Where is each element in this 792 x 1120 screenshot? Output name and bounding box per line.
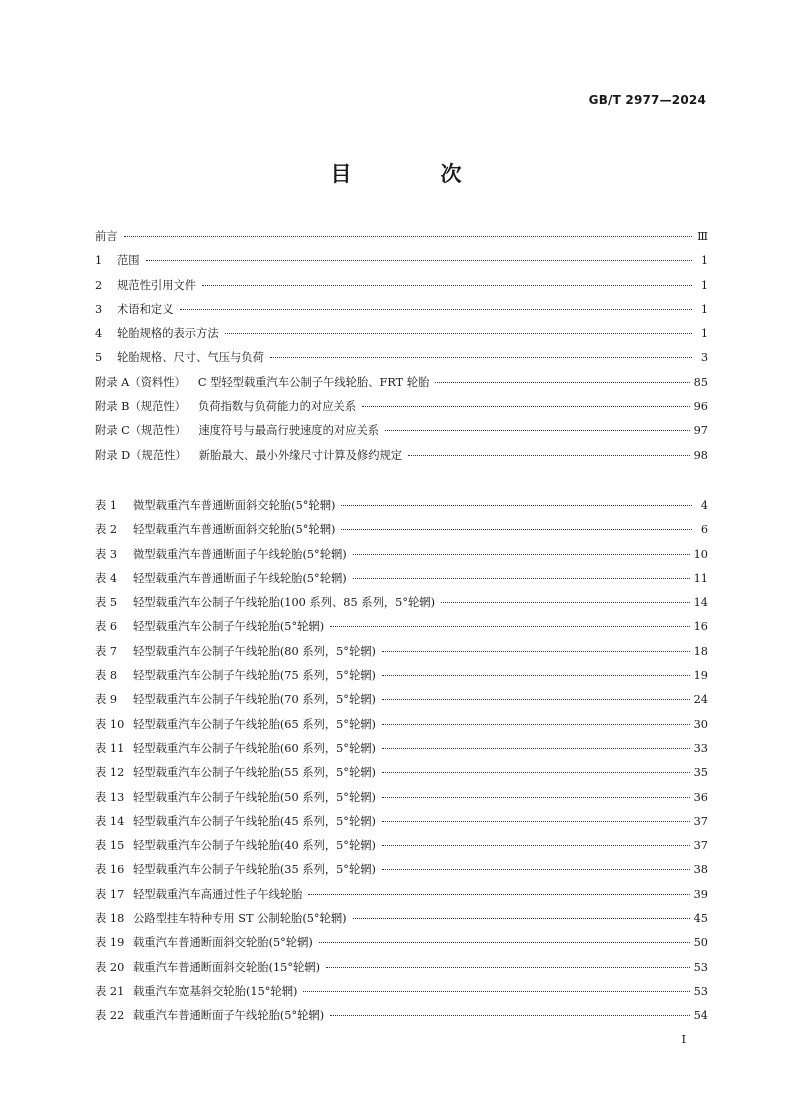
dot-leader bbox=[382, 675, 690, 676]
toc-entry[interactable] bbox=[95, 419, 708, 443]
toc-entry-page: 16 bbox=[693, 620, 708, 634]
toc-entry-number: 附录 B（规范性） bbox=[95, 400, 186, 414]
toc-entry-number: 附录 A（资料性） bbox=[95, 375, 186, 389]
toc-entry-title: 规范性引用文件 bbox=[117, 278, 197, 292]
toc-entry[interactable] bbox=[95, 249, 708, 273]
toc-entry[interactable] bbox=[95, 371, 708, 395]
toc-entry-number: 表 17 bbox=[95, 887, 125, 901]
toc-entry-title: 轻型载重汽车公制子午线轮胎(100 系列、85 系列，5°轮辋) bbox=[133, 596, 436, 610]
dot-leader bbox=[382, 797, 690, 798]
dot-leader bbox=[353, 918, 690, 919]
toc-table-entry[interactable] bbox=[95, 615, 708, 639]
toc-entry-number: 表 14 bbox=[95, 814, 125, 828]
dot-leader bbox=[146, 260, 692, 261]
toc-entry-number: 表 4 bbox=[95, 571, 118, 585]
toc-table-entry[interactable] bbox=[95, 761, 708, 785]
dot-leader bbox=[308, 894, 689, 895]
dot-leader bbox=[362, 406, 689, 407]
toc-entry-number: 表 11 bbox=[95, 741, 125, 755]
toc-entry-title: 载重汽车普通断面子午线轮胎(5°轮辋) bbox=[133, 1009, 325, 1023]
dot-leader bbox=[341, 505, 692, 506]
dot-leader bbox=[441, 602, 690, 603]
dot-leader bbox=[353, 578, 690, 579]
toc-entry-title: 新胎最大、最小外缘尺寸计算及修约规定 bbox=[198, 448, 403, 462]
toc-entry-title: 负荷指数与负荷能力的对应关系 bbox=[197, 400, 357, 414]
toc-entry-title: 轻型载重汽车公制子午线轮胎(70 系列，5°轮辋) bbox=[133, 693, 376, 707]
toc-table-entry[interactable] bbox=[95, 810, 708, 834]
toc-entry-number: 4 bbox=[95, 327, 103, 341]
toc-entry[interactable] bbox=[95, 274, 708, 298]
toc-entry-page: 36 bbox=[693, 790, 708, 804]
toc-entry-page: 1 bbox=[700, 327, 708, 341]
toc-entry-number: 表 2 bbox=[95, 523, 118, 537]
toc-entry-page: 24 bbox=[693, 693, 708, 707]
toc-table-entry[interactable] bbox=[95, 980, 708, 1004]
toc-table-entry[interactable] bbox=[95, 1004, 708, 1028]
toc-table-entry[interactable] bbox=[95, 834, 708, 858]
toc-entry[interactable] bbox=[95, 346, 708, 370]
toc-table-entry[interactable] bbox=[95, 543, 708, 567]
toc-entry-title: 轻型载重汽车公制子午线轮胎(35 系列，5°轮辋) bbox=[133, 863, 376, 877]
toc-entry-page: 1 bbox=[700, 254, 708, 268]
toc-table-entry[interactable] bbox=[95, 786, 708, 810]
toc-table-entry[interactable] bbox=[95, 567, 708, 591]
toc-entry-title: 轻型载重汽车公制子午线轮胎(50 系列，5°轮辋) bbox=[133, 790, 376, 804]
toc-main-list bbox=[95, 225, 708, 468]
toc-entry-number: 表 19 bbox=[95, 936, 125, 950]
dot-leader bbox=[382, 869, 690, 870]
dot-leader bbox=[225, 333, 692, 334]
toc-entry-title: 轻型载重汽车公制子午线轮胎(65 系列，5°轮辋) bbox=[133, 717, 376, 731]
toc-entry-title: 前言 bbox=[95, 230, 118, 243]
toc-entry-page: 53 bbox=[693, 984, 708, 998]
toc-table-entry[interactable] bbox=[95, 664, 708, 688]
toc-entry-title: 轻型载重汽车公制子午线轮胎(40 系列，5°轮辋) bbox=[133, 839, 376, 853]
dot-leader bbox=[382, 821, 690, 822]
toc-entry-page: 35 bbox=[693, 766, 708, 780]
toc-entry-page: 1 bbox=[700, 278, 708, 292]
toc-entry-page: 96 bbox=[693, 400, 708, 414]
toc-entry-page: 38 bbox=[693, 863, 708, 877]
toc-entry-number: 表 6 bbox=[95, 620, 118, 634]
toc-entry[interactable] bbox=[95, 395, 708, 419]
toc-entry-title: 轻型载重汽车公制子午线轮胎(60 系列，5°轮辋) bbox=[133, 741, 376, 755]
toc-entry[interactable] bbox=[95, 444, 708, 468]
toc-entry-number: 表 20 bbox=[95, 960, 125, 974]
toc-table-entry[interactable] bbox=[95, 737, 708, 761]
toc-entry-page: 37 bbox=[693, 839, 708, 853]
toc-entry-page: Ⅲ bbox=[697, 230, 708, 243]
dot-leader bbox=[303, 991, 689, 992]
toc-entry-title: 轻型载重汽车公制子午线轮胎(5°轮辋) bbox=[133, 620, 325, 634]
toc-entry-number: 表 3 bbox=[95, 547, 118, 561]
toc-entry-page: 97 bbox=[693, 424, 708, 438]
toc-entry-title: 轻型载重汽车公制子午线轮胎(80 系列，5°轮辋) bbox=[133, 644, 376, 658]
toc-entry-title: 范围 bbox=[117, 254, 140, 268]
toc-table-entry[interactable] bbox=[95, 688, 708, 712]
dot-leader bbox=[408, 455, 690, 456]
toc-table-entry[interactable] bbox=[95, 640, 708, 664]
toc-entry-page: 6 bbox=[700, 523, 708, 537]
toc-entry[interactable] bbox=[95, 225, 708, 249]
toc-entry-title: 轻型载重汽车高通过性子午线轮胎 bbox=[133, 887, 303, 901]
toc-entry-number: 5 bbox=[95, 351, 103, 365]
dot-leader bbox=[202, 285, 692, 286]
toc-entry-number: 表 5 bbox=[95, 596, 118, 610]
toc-entry-page: 1 bbox=[700, 302, 708, 316]
dot-leader bbox=[319, 942, 690, 943]
toc-entry-page: 37 bbox=[693, 814, 708, 828]
toc-table-entry[interactable] bbox=[95, 956, 708, 980]
toc-entry-number: 表 15 bbox=[95, 839, 125, 853]
toc-entry-title: 载重汽车宽基斜交轮胎(15°轮辋) bbox=[133, 984, 298, 998]
toc-entry-title: 轻型载重汽车公制子午线轮胎(55 系列，5°轮辋) bbox=[133, 766, 376, 780]
toc-table-entry[interactable] bbox=[95, 591, 708, 615]
toc-table-entry[interactable] bbox=[95, 931, 708, 955]
dot-leader bbox=[180, 309, 693, 310]
toc-entry-title: 轻型载重汽车公制子午线轮胎(75 系列，5°轮辋) bbox=[133, 669, 376, 683]
toc-entry-number: 表 22 bbox=[95, 1009, 125, 1023]
toc-entry-title: 术语和定义 bbox=[117, 302, 174, 316]
toc-entry-page: 11 bbox=[693, 571, 708, 585]
toc-entry[interactable] bbox=[95, 322, 708, 346]
toc-table-entry[interactable] bbox=[95, 883, 708, 907]
dot-leader bbox=[385, 430, 690, 431]
toc-entry-page: 98 bbox=[693, 448, 708, 462]
dot-leader bbox=[382, 748, 690, 749]
toc-entry-title: 速度符号与最高行驶速度的对应关系 bbox=[198, 424, 380, 438]
dot-leader bbox=[124, 236, 692, 237]
toc-entry-number: 附录 D（规范性） bbox=[95, 448, 187, 462]
dot-leader bbox=[330, 626, 690, 627]
dot-leader bbox=[435, 382, 689, 383]
toc-entry-number: 表 7 bbox=[95, 644, 118, 658]
dot-leader bbox=[326, 967, 690, 968]
toc-entry-number: 1 bbox=[95, 254, 103, 268]
toc-entry-number: 表 1 bbox=[95, 499, 118, 512]
toc-entry-title: 载重汽车普通断面斜交轮胎(15°轮辋) bbox=[133, 960, 320, 974]
toc-entry-page: 19 bbox=[693, 669, 708, 683]
toc-entry-page: 53 bbox=[693, 960, 708, 974]
toc-entry-number: 表 8 bbox=[95, 669, 118, 683]
dot-leader bbox=[382, 845, 690, 846]
toc-entry-page: 39 bbox=[693, 887, 708, 901]
page-number: I bbox=[681, 1032, 686, 1046]
toc-entry-title: 微型载重汽车普通断面子午线轮胎(5°轮辋) bbox=[133, 547, 347, 561]
toc-entry-number: 表 16 bbox=[95, 863, 125, 877]
dot-leader bbox=[382, 772, 690, 773]
toc-entry-page: 50 bbox=[693, 936, 708, 950]
dot-leader bbox=[330, 1015, 690, 1016]
toc-entry-page: 30 bbox=[693, 717, 708, 731]
toc-entry-title: 轻型载重汽车普通断面子午线轮胎(5°轮辋) bbox=[133, 571, 347, 585]
toc-entry-page: 4 bbox=[700, 499, 708, 512]
toc-entry-title: 轮胎规格的表示方法 bbox=[117, 327, 219, 341]
toc-entry-page: 3 bbox=[700, 351, 708, 365]
toc-entry-page: 45 bbox=[693, 912, 708, 926]
dot-leader bbox=[382, 699, 690, 700]
toc-entry-page: 54 bbox=[693, 1009, 708, 1023]
toc-entry[interactable] bbox=[95, 298, 708, 322]
toc-entry-number: 2 bbox=[95, 278, 103, 292]
toc-table-entry[interactable] bbox=[95, 713, 708, 737]
dot-leader bbox=[353, 554, 690, 555]
toc-entry-number: 表 10 bbox=[95, 717, 125, 731]
dot-leader bbox=[341, 529, 692, 530]
toc-entry-title: 微型载重汽车普通断面斜交轮胎(5°轮辋) bbox=[133, 499, 336, 512]
toc-entry-number: 表 12 bbox=[95, 766, 125, 780]
toc-entry-title: 轻型载重汽车公制子午线轮胎(45 系列，5°轮辋) bbox=[133, 814, 376, 828]
toc-entry-number: 表 9 bbox=[95, 693, 118, 707]
standard-code: GB/T 2977—2024 bbox=[588, 93, 706, 107]
toc-entry-page: 33 bbox=[693, 741, 708, 755]
toc-title: 目 次 bbox=[330, 162, 496, 186]
toc-entry-page: 85 bbox=[693, 375, 708, 389]
toc-entry-title: 轻型载重汽车普通断面斜交轮胎(5°轮辋) bbox=[133, 523, 336, 537]
toc-entry-title: C 型轻型载重汽车公制子午线轮胎、FRT 轮胎 bbox=[197, 375, 430, 389]
toc-entry-title: 轮胎规格、尺寸、气压与负荷 bbox=[117, 351, 264, 365]
toc-entry-number: 3 bbox=[95, 302, 103, 316]
dot-leader bbox=[382, 724, 690, 725]
dot-leader bbox=[382, 651, 690, 652]
dot-leader bbox=[270, 357, 692, 358]
toc-entry-number: 表 18 bbox=[95, 912, 125, 926]
toc-entry-number: 附录 C（规范性） bbox=[95, 424, 187, 438]
toc-table-entry[interactable] bbox=[95, 858, 708, 882]
toc-entry-number: 表 13 bbox=[95, 790, 125, 804]
toc-table-entry[interactable] bbox=[95, 907, 708, 931]
toc-entry-title: 公路型挂车特种专用 ST 公制轮胎(5°轮辋) bbox=[133, 912, 347, 926]
toc-entry-page: 14 bbox=[693, 596, 708, 610]
toc-entry-page: 10 bbox=[693, 547, 708, 561]
toc-table-entry[interactable] bbox=[95, 518, 708, 542]
toc-table-entry[interactable] bbox=[95, 494, 708, 518]
toc-entry-title: 载重汽车普通断面斜交轮胎(5°轮辋) bbox=[133, 936, 313, 950]
toc-entry-number: 表 21 bbox=[95, 984, 125, 998]
toc-table-list bbox=[95, 494, 708, 1029]
toc-entry-page: 18 bbox=[693, 644, 708, 658]
